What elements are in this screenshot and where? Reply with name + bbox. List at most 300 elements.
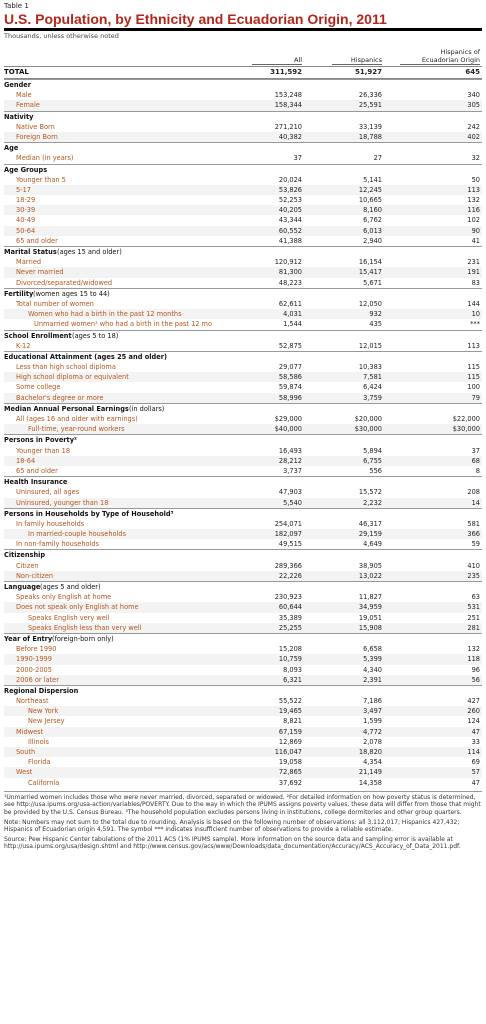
- cell-his: 38,905: [358, 561, 382, 570]
- cell-ecu: 33: [471, 737, 480, 746]
- cell-ecu: 132: [467, 196, 480, 205]
- cell-all: 15,208: [278, 645, 302, 654]
- cell-all: $29,000: [274, 415, 302, 423]
- cell-his: 556: [369, 466, 382, 475]
- row-label: Median (in years): [16, 154, 74, 163]
- table-row: [4, 299, 482, 309]
- row-label: Non-citizen: [16, 571, 54, 580]
- cell-ecu: 50: [471, 175, 480, 184]
- row-label: Nativity: [4, 112, 34, 121]
- footnote-source: Source: Pew Hispanic Center tabulations of the 2011 ACS (1% IPUMS sample). More information on the source data and sampling error is available at http://usa.ipums.org/usa/design.shtml and http://www.census.gov/acs/www/Downloads/data_documentation/Accuracy/ACS_Accuracy_of_Data_2011.pdf.: [4, 835, 461, 851]
- row-label: Some college: [16, 383, 61, 392]
- table-row: [4, 341, 482, 351]
- row-label: School Enrollment: [4, 331, 72, 340]
- cell-ecu: 191: [467, 268, 480, 277]
- cell-ecu: 41: [471, 236, 480, 245]
- cell-his: 18,820: [358, 748, 382, 756]
- table-row: [4, 90, 482, 100]
- cell-his: 19,051: [358, 613, 382, 622]
- row-label: Gender: [4, 81, 32, 89]
- cell-all: 58,586: [278, 373, 302, 382]
- row-label: Speaks English very well: [28, 613, 110, 622]
- cell-his: 4,649: [363, 540, 382, 549]
- cell-his: 4,340: [363, 665, 382, 674]
- cell-all: 254,071: [274, 519, 302, 528]
- cell-ecu: 402: [467, 132, 480, 141]
- cell-his: 13,022: [358, 571, 382, 580]
- row-label: In married-couple households: [28, 530, 127, 539]
- section-note: (ages 5 to 18): [72, 331, 119, 340]
- row-label: 1990-1999: [16, 655, 52, 664]
- row-label: All (ages 16 and older with earnings): [16, 415, 138, 423]
- table-row: [4, 767, 482, 777]
- table-row: [4, 716, 482, 726]
- footnotes: [4, 791, 482, 851]
- row-label: Health Insurance: [4, 478, 68, 487]
- cell-all: 43,344: [278, 216, 302, 225]
- section-note: (foreign-born only): [52, 634, 114, 643]
- cell-ecu: 242: [467, 122, 480, 131]
- cell-ecu: 102: [467, 216, 480, 225]
- row-label: 65 and older: [16, 236, 58, 245]
- footnote-note: Note: Numbers may not sum to the total due to rounding. Analysis is based on the following number of observations: all 3,112,017; Hispanics 427,432; Hispanics of Ecuadorian origin 4,591. The symbol *** indicates insufficient number of observations to provide a reliable estimate.: [4, 818, 460, 834]
- row-label: South: [16, 748, 36, 756]
- table-row: [4, 519, 482, 529]
- section-header: [4, 633, 482, 644]
- cell-ecu: 83: [471, 278, 480, 287]
- cell-ecu: 90: [471, 226, 480, 235]
- cell-all: 25,255: [278, 623, 302, 632]
- table-row: [4, 278, 482, 288]
- cell-his: 12,050: [358, 299, 382, 308]
- cell-all: 12,869: [278, 737, 302, 746]
- table-row: [4, 654, 482, 664]
- cell-his: $30,000: [354, 425, 382, 434]
- table-row: [4, 571, 482, 581]
- cell-his: 29,159: [358, 530, 382, 539]
- cell-all: 49,515: [278, 540, 302, 549]
- cell-ecu: 305: [467, 101, 480, 110]
- section-header: [4, 434, 482, 445]
- cell-all: 37: [293, 154, 302, 163]
- table-row: [4, 529, 482, 539]
- cell-all: 48,223: [278, 278, 302, 287]
- cell-ecu: 115: [467, 373, 480, 382]
- row-label: 30-39: [16, 206, 36, 215]
- cell-ecu: 260: [467, 707, 480, 716]
- table-row: [4, 644, 482, 654]
- table-row: [4, 215, 482, 225]
- cell-all: 153,248: [274, 91, 302, 100]
- cell-all: 311,592: [270, 68, 302, 76]
- cell-his: 14,358: [358, 778, 382, 787]
- section-header: [4, 142, 482, 153]
- col-underline-ecuadorian: [400, 64, 480, 65]
- cell-all: 289,366: [274, 561, 302, 570]
- cell-his: 16,154: [358, 258, 382, 267]
- col-underline-all: [252, 64, 302, 65]
- table-row: [4, 309, 482, 319]
- cell-ecu: 281: [467, 623, 480, 632]
- cell-ecu: 113: [467, 185, 480, 194]
- data-table: [4, 66, 482, 788]
- cell-ecu: 59: [471, 540, 480, 549]
- row-label: Age Groups: [4, 165, 48, 174]
- cell-ecu: 410: [467, 561, 480, 570]
- row-label: Age: [4, 144, 19, 153]
- units-note: Thousands, unless otherwise noted: [4, 32, 119, 40]
- cell-his: 33,139: [358, 122, 382, 131]
- cell-his: 12,015: [358, 341, 382, 350]
- row-label: Persons in Households by Type of Household³: [4, 509, 174, 518]
- cell-all: 52,253: [278, 196, 302, 205]
- cell-his: 10,383: [358, 363, 382, 372]
- cell-ecu: 235: [467, 571, 480, 580]
- cell-all: $40,000: [274, 425, 302, 434]
- row-label: New Jersey: [28, 717, 65, 726]
- cell-ecu: $30,000: [452, 425, 480, 434]
- table-row: [4, 267, 482, 277]
- row-label: Uninsured, all ages: [16, 488, 80, 497]
- cell-all: 19,465: [278, 707, 302, 716]
- cell-all: 53,826: [278, 185, 302, 194]
- table-row: [4, 757, 482, 767]
- cell-all: 230,923: [274, 593, 302, 602]
- section-note: (ages 15 and older): [57, 248, 122, 256]
- cell-his: 6,424: [363, 383, 382, 392]
- row-label: Illinois: [28, 737, 49, 746]
- table-row: [4, 487, 482, 497]
- table-row: [4, 257, 482, 267]
- cell-his: 15,572: [358, 488, 382, 497]
- row-label: Marital Status: [4, 248, 57, 256]
- table-row: [4, 747, 482, 757]
- cell-all: 271,210: [274, 122, 302, 131]
- table-row: [4, 236, 482, 246]
- table-row: [4, 185, 482, 195]
- cell-all: 52,875: [278, 341, 302, 350]
- section-header: [4, 403, 482, 414]
- cell-his: 7,186: [363, 697, 382, 706]
- cell-his: 6,762: [363, 216, 382, 225]
- section-header: [4, 111, 482, 122]
- cell-ecu: 114: [467, 748, 480, 756]
- cell-ecu: 115: [467, 363, 480, 372]
- section-header: [4, 288, 482, 299]
- row-label: West: [16, 768, 33, 777]
- cell-all: 55,522: [278, 697, 302, 706]
- cell-ecu: 79: [471, 393, 480, 402]
- cell-his: 2,078: [363, 737, 382, 746]
- cell-ecu: 231: [467, 258, 480, 267]
- cell-ecu: 116: [467, 206, 480, 215]
- table-row: [4, 602, 482, 612]
- table-row: [4, 226, 482, 236]
- table-row: [4, 706, 482, 716]
- row-label: 40-49: [16, 216, 36, 225]
- table-row: [4, 613, 482, 623]
- table-row: [4, 456, 482, 466]
- cell-ecu: 581: [467, 519, 480, 528]
- cell-ecu: 37: [471, 446, 480, 455]
- cell-ecu: 8: [475, 466, 480, 475]
- cell-all: 37,692: [278, 778, 302, 787]
- col-header-hispanics: Hispanics: [350, 55, 382, 64]
- cell-all: 40,382: [278, 132, 302, 141]
- cell-ecu: 531: [467, 603, 480, 612]
- cell-his: 435: [369, 320, 382, 329]
- cell-ecu: 69: [471, 758, 480, 767]
- row-label: Northeast: [16, 697, 49, 706]
- table-row: [4, 319, 482, 329]
- row-label: Language: [4, 583, 41, 591]
- section-header: [4, 685, 482, 696]
- cell-ecu: 47: [471, 727, 480, 736]
- section-header: [4, 79, 482, 90]
- table-row: [4, 592, 482, 602]
- column-headers: [4, 40, 482, 66]
- table-row: [4, 623, 482, 633]
- table-row: [4, 498, 482, 508]
- section-header: [4, 581, 482, 592]
- cell-ecu: 68: [471, 456, 480, 465]
- cell-ecu: 251: [467, 613, 480, 622]
- row-label: Full-time, year-round workers: [28, 425, 125, 434]
- section-header: [4, 476, 482, 487]
- row-label: New York: [28, 707, 59, 716]
- col-header-ecuadorian-line2: Ecuadorian Origin: [421, 55, 480, 64]
- cell-his: 5,894: [363, 446, 382, 455]
- row-label: 2000-2005: [16, 665, 52, 674]
- cell-his: 27: [373, 154, 382, 163]
- cell-ecu: 208: [467, 488, 480, 497]
- table-row: [4, 539, 482, 549]
- row-label: Foreign Born: [16, 132, 58, 141]
- section-header: [4, 508, 482, 519]
- cell-his: 5,141: [363, 175, 382, 184]
- cell-ecu: 32: [471, 154, 480, 163]
- cell-ecu: 47: [471, 778, 480, 787]
- cell-ecu: 124: [467, 717, 480, 726]
- cell-his: 46,317: [358, 519, 382, 528]
- cell-all: 29,077: [278, 363, 302, 372]
- table-row: [4, 737, 482, 747]
- cell-ecu: 340: [467, 91, 480, 100]
- cell-his: 4,772: [363, 727, 382, 736]
- row-label: Median Annual Personal Earnings: [4, 404, 129, 413]
- row-label: Speaks English less than very well: [28, 623, 142, 632]
- table-row: [4, 675, 482, 685]
- cell-all: 62,611: [278, 299, 302, 308]
- cell-his: 932: [369, 310, 382, 319]
- cell-ecu: 57: [471, 768, 480, 777]
- cell-all: 10,759: [278, 655, 302, 664]
- cell-all: 19,058: [278, 758, 302, 767]
- col-header-all: All: [293, 55, 302, 64]
- cell-his: 5,399: [363, 655, 382, 664]
- cell-all: 60,644: [278, 603, 302, 612]
- cell-his: 2,940: [363, 236, 382, 245]
- table-row: [4, 100, 482, 110]
- cell-all: 81,300: [278, 268, 302, 277]
- row-label: 18-64: [16, 456, 36, 465]
- cell-ecu: 100: [467, 383, 480, 392]
- cell-all: 3,737: [283, 466, 302, 475]
- cell-his: 12,245: [358, 185, 382, 194]
- cell-his: 5,671: [363, 278, 382, 287]
- section-header: [4, 246, 482, 257]
- table-row: [4, 727, 482, 737]
- cell-his: 6,658: [363, 645, 382, 654]
- cell-his: 8,160: [363, 206, 382, 215]
- cell-his: 25,591: [358, 101, 382, 110]
- cell-all: 58,996: [278, 393, 302, 402]
- cell-ecu: 63: [471, 593, 480, 602]
- row-label: Younger than 5: [16, 175, 66, 184]
- cell-all: 67,159: [278, 727, 302, 736]
- cell-all: 182,097: [274, 530, 302, 539]
- row-label: 2006 or later: [16, 675, 59, 684]
- row-label: Midwest: [16, 727, 44, 736]
- page-title: U.S. Population, by Ethnicity and Ecuadorian Origin, 2011: [4, 11, 387, 27]
- table-row: [4, 424, 482, 434]
- table-row: [4, 382, 482, 392]
- cell-his: 3,759: [363, 393, 382, 402]
- row-label: Unmarried women¹ who had a birth in the past 12 mo: [34, 320, 213, 329]
- cell-ecu: 10: [471, 310, 480, 319]
- row-label: Regional Dispersion: [4, 686, 79, 695]
- row-label: 18-29: [16, 196, 36, 205]
- cell-ecu: ***: [470, 320, 480, 329]
- row-label: Never married: [16, 268, 64, 277]
- row-label: Bachelor's degree or more: [16, 393, 104, 402]
- row-label: Less than high school diploma: [16, 363, 116, 372]
- row-label: Speaks only English at home: [16, 593, 112, 602]
- cell-his: 2,232: [363, 498, 382, 507]
- row-label: In non-family households: [16, 540, 99, 549]
- cell-all: 41,388: [278, 236, 302, 245]
- col-header-ecuadorian-line1: Hispanics of: [440, 48, 480, 56]
- table-row: [4, 362, 482, 372]
- cell-all: 20,024: [278, 175, 302, 184]
- cell-all: 28,212: [278, 456, 302, 465]
- cell-his: 18,788: [358, 132, 382, 141]
- row-label: 5-17: [16, 185, 31, 194]
- cell-ecu: 132: [467, 645, 480, 654]
- cell-ecu: 645: [465, 68, 480, 76]
- cell-all: 40,205: [278, 206, 302, 215]
- section-header: [4, 549, 482, 560]
- row-label: 65 and older: [16, 466, 58, 475]
- cell-ecu: 56: [471, 675, 480, 684]
- table-label: Table 1: [4, 2, 29, 10]
- cell-his: 26,336: [358, 91, 382, 100]
- table-row: [4, 372, 482, 382]
- section-note: (women ages 15 to 44): [33, 289, 110, 298]
- footnote-definitions: ¹Unmarried women includes those who were never married, divorced, separated or widowed. ²For detailed information on how poverty status is determined, see http://usa.ipums.org/usa-action/variables/POVERTY. Due to the way in which the IPUMS assigns poverty values, these data will differ from those that might be provided by the U.S. Census Bureau. ³The household population excludes persons living in institutions, college dormitories and other group quarters.: [4, 793, 481, 816]
- cell-ecu: 113: [467, 341, 480, 350]
- section-header: [4, 351, 482, 362]
- col-header-ecuadorian: [400, 49, 480, 64]
- cell-all: 22,226: [278, 571, 302, 580]
- table-row: [4, 122, 482, 132]
- row-label: Younger than 18: [16, 446, 71, 455]
- row-label: Male: [16, 91, 32, 100]
- cell-his: 4,354: [363, 758, 382, 767]
- cell-all: 16,493: [278, 446, 302, 455]
- cell-all: 60,552: [278, 226, 302, 235]
- cell-ecu: 118: [467, 655, 480, 664]
- cell-his: 51,927: [354, 68, 382, 76]
- section-note: (in dollars): [129, 404, 165, 413]
- table-row: [4, 153, 482, 163]
- row-label: Persons in Poverty²: [4, 436, 77, 445]
- cell-all: 116,047: [274, 748, 302, 756]
- row-label: California: [28, 778, 60, 787]
- cell-his: 6,755: [363, 456, 382, 465]
- row-label: Female: [16, 101, 40, 110]
- cell-his: 15,417: [358, 268, 382, 277]
- cell-his: 21,149: [358, 768, 382, 777]
- row-label: Women who had a birth in the past 12 months: [28, 310, 182, 319]
- cell-all: 158,344: [274, 101, 302, 110]
- cell-his: 6,013: [363, 226, 382, 235]
- cell-his: 11,827: [358, 593, 382, 602]
- cell-all: 8,093: [283, 665, 302, 674]
- cell-all: 59,874: [278, 383, 302, 392]
- row-label: Does not speak only English at home: [16, 603, 139, 612]
- cell-his: 10,665: [358, 196, 382, 205]
- cell-ecu: $22,000: [452, 415, 480, 423]
- cell-all: 8,821: [283, 717, 302, 726]
- cell-all: 4,031: [283, 310, 302, 319]
- cell-all: 47,903: [278, 488, 302, 497]
- table-row: [4, 132, 482, 142]
- cell-ecu: 14: [471, 498, 480, 507]
- cell-all: 72,865: [278, 768, 302, 777]
- row-label: K-12: [16, 341, 31, 350]
- row-label: Before 1990: [16, 645, 57, 654]
- row-label: Married: [16, 258, 42, 267]
- col-underline-hispanics: [332, 64, 382, 65]
- row-label: Divorced/separated/widowed: [16, 278, 113, 287]
- table-row: [4, 205, 482, 215]
- row-label: Fertility: [4, 289, 34, 298]
- row-label: Native Born: [16, 122, 55, 131]
- section-note: (ages 5 and older): [40, 583, 101, 591]
- row-label: TOTAL: [4, 68, 29, 76]
- cell-ecu: 96: [471, 665, 480, 674]
- row-label: Citizen: [16, 561, 39, 570]
- row-label: Year of Entry: [4, 634, 53, 643]
- row-label: Florida: [28, 758, 51, 767]
- cell-his: 3,497: [363, 707, 382, 716]
- row-label: High school diploma or equivalent: [16, 373, 129, 382]
- cell-all: 120,912: [274, 258, 302, 267]
- table-row: [4, 195, 482, 205]
- table-row: [4, 778, 482, 788]
- table-row: [4, 446, 482, 456]
- row-label: In family households: [16, 519, 85, 528]
- table-row: [4, 466, 482, 476]
- cell-his: 15,908: [358, 623, 382, 632]
- cell-all: 5,540: [283, 498, 302, 507]
- section-header: [4, 164, 482, 175]
- table-row: [4, 175, 482, 185]
- row-label: 50-64: [16, 226, 36, 235]
- cell-ecu: 427: [467, 697, 480, 706]
- row-label: Citizenship: [4, 551, 46, 560]
